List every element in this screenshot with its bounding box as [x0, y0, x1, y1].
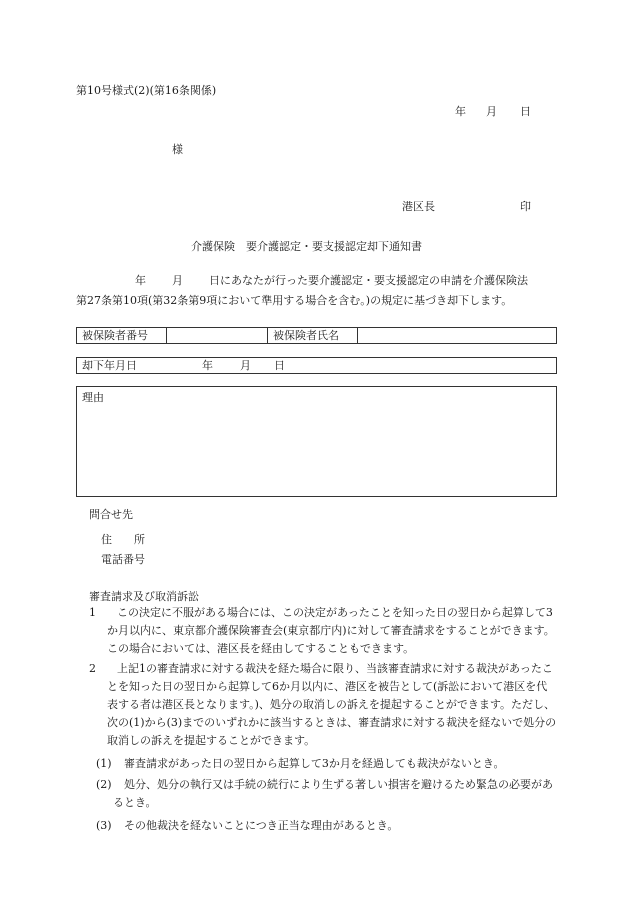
addressee-suffix: 様 [172, 143, 183, 156]
contact-heading: 問合せ先 [89, 508, 133, 521]
reason-box [76, 386, 557, 497]
appeal-sub2-number: (2) [96, 778, 112, 791]
appeal-heading: 審査請求及び取消訴訟 [89, 590, 199, 603]
reason-label: 理由 [82, 391, 104, 404]
rejection-date-label: 却下年月日 [82, 359, 137, 372]
intro-year: 年 [135, 274, 146, 287]
appeal-sub1-text: 審査請求があった日の翌日から起算して3か月を経過しても裁決がないとき。 [124, 757, 505, 770]
insured-number-label: 被保険者番号 [82, 329, 148, 342]
appeal-item2-number: 2 [89, 662, 96, 675]
date-day-label: 日 [520, 105, 531, 118]
document-title: 介護保険 要介護認定・要支援認定却下通知書 [191, 240, 422, 253]
intro-line2: 第27条第10項(第32条第9項において準用する場合を含む。)の規定に基づき却下します。 [76, 294, 513, 307]
appeal-item1-number: 1 [89, 606, 96, 619]
seal-mark: 印 [520, 200, 531, 213]
appeal-item2-text: 上記1の審査請求に対する裁決を経た場合に限り、当該審査請求に対する裁決があったことを知った日の翌日から起算して6か月以内に、港区を被告として(訴訟において港区を代表する者は港区長となります。)、処分の取消しの訴えを提起することができます。ただし、次の(1)から(3)までのいずれかに該当するときは、審査請求に対する裁決を経ないで処分の取消しの訴えを提起することができます。 [107, 662, 557, 747]
intro-line1: 日にあなたが行った要介護認定・要支援認定の申請を介護保険法 [209, 274, 528, 287]
rejection-day: 日 [274, 359, 285, 372]
appeal-sub1-number: (1) [96, 757, 112, 770]
appeal-sub3-number: (3) [96, 819, 112, 832]
contact-address-label: 住 所 [101, 533, 145, 546]
insured-name-value[interactable] [358, 328, 556, 343]
intro-month: 月 [172, 274, 183, 287]
rejection-date-row [76, 357, 557, 374]
contact-phone-label: 電話番号 [101, 553, 145, 566]
rejection-year: 年 [202, 359, 213, 372]
appeal-sub3-text: その他裁決を経ないことにつき正当な理由があるとき。 [124, 819, 399, 832]
date-month-label: 月 [486, 105, 497, 118]
appeal-sub2-text: 処分、処分の執行又は手続の続行により生ずる著しい損害を避けるため緊急の必要があるとき。 [113, 778, 553, 809]
rejection-month: 月 [240, 359, 251, 372]
form-number: 第10号様式(2)(第16条関係) [76, 84, 217, 97]
insured-name-label: 被保険者氏名 [273, 329, 339, 342]
insured-info-row [76, 327, 557, 344]
appeal-item1-text: この決定に不服がある場合には、この決定があったことを知った日の翌日から起算して3か月以内に、東京都介護保険審査会(東京都庁内)に対して審査請求をすることができます。この場合においては、港区長を経由してすることもできます。 [107, 606, 555, 655]
date-year-label: 年 [455, 105, 466, 118]
issuer-name: 港区長 [402, 200, 435, 213]
